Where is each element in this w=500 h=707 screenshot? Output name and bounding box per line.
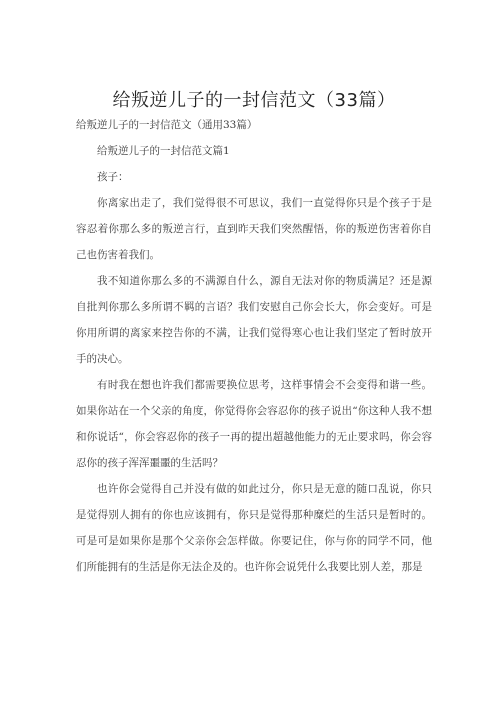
paragraph: 有时我在想也许我们都需要换位思考，这样事情会不会变得和谐一些。如果你站在一个父亲的角度，你觉得你会容忍你的孩子说出“你这种人我不想和你说话“，你会容忍你的孩子一再的提出超越他能力的无止要求吗，你会容忍你的孩子浑浑噩噩的生活吗？ xyxy=(76,379,432,469)
section-heading: 给叛逆儿子的一封信范文篇1 xyxy=(97,145,230,157)
paragraph: 你离家出走了，我们觉得很不可思议，我们一直觉得你只是个孩子于是容忍着你那么多的叛逆言行，直到昨天我们突然醒悟，你的叛逆伤害着你自己也伤害着我们。 xyxy=(76,197,432,261)
salutation: 孩子： xyxy=(97,171,129,183)
document-title: 给叛逆儿子的一封信范文（33篇） xyxy=(112,90,396,111)
document-subtitle: 给叛逆儿子的一封信范文（通用33篇） xyxy=(76,119,258,131)
paragraph: 也许你会觉得自己并没有做的如此过分，你只是无意的随口乱说，你只是觉得别人拥有的你也应该拥有，你只是觉得那种糜烂的生活只是暂时的。可是可是如果你是那个父亲你会怎样做。你要记住，你与你的同学不同，他们所能拥有的生活是你无法企及的。也许你会说凭什么我要比别人差，那是 xyxy=(76,483,432,573)
document-body xyxy=(76,112,432,580)
paragraph: 我不知道你那么多的不满源自什么，源自无法对你的物质满足？还是源自批判你那么多所谓不羁的言语？我们安慰自己你会长大，你会变好。可是你用所谓的离家来控告你的不满，让我们觉得寒心也让我们坚定了暂时放开手的决心。 xyxy=(76,275,432,365)
